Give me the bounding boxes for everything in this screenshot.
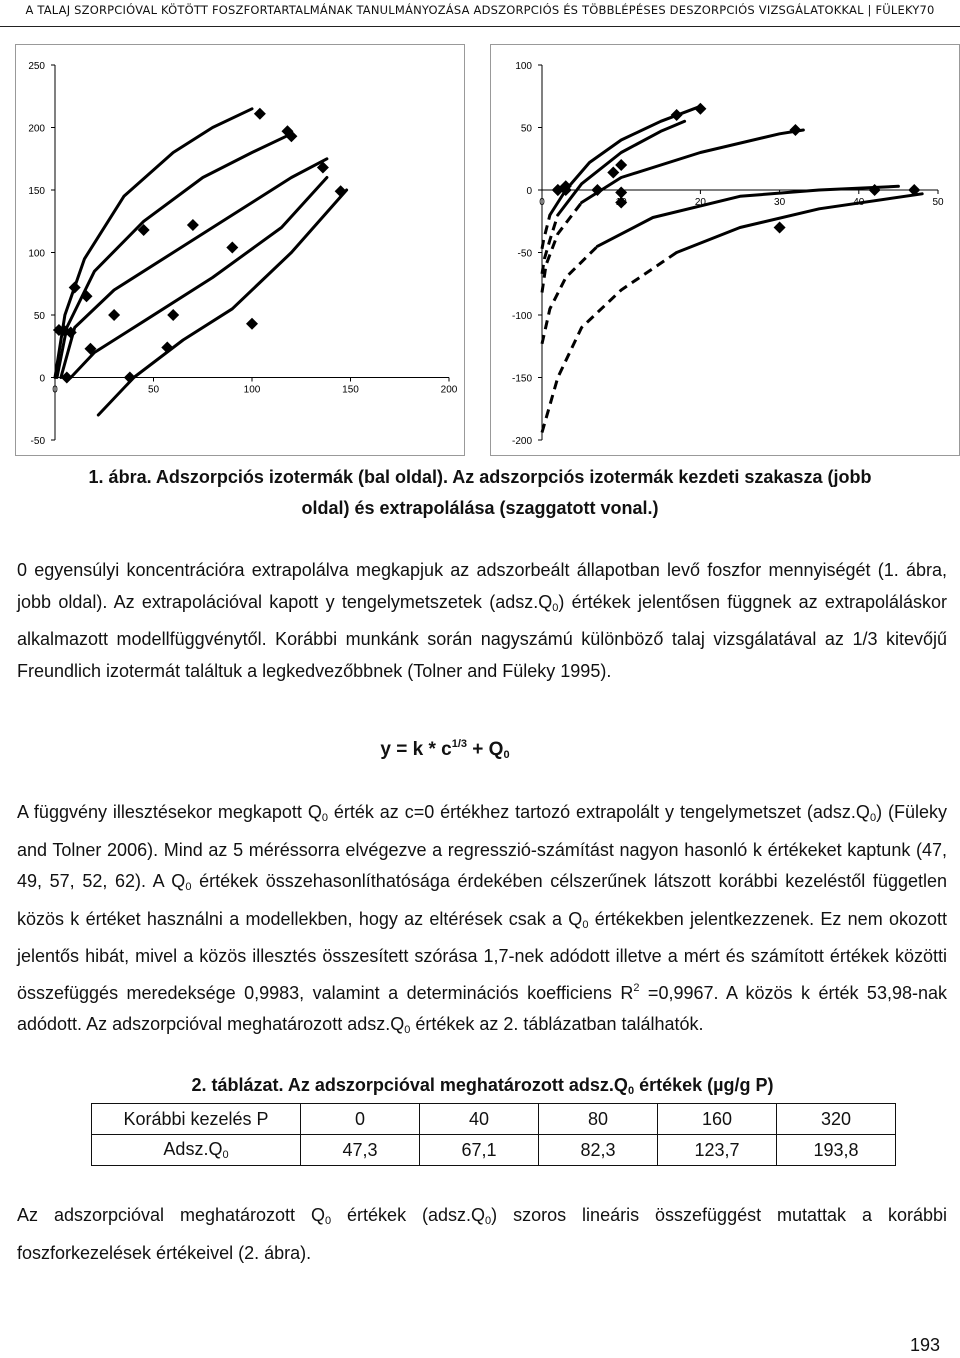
table-row-label: $Adsz.Q_0$ <box>92 1135 301 1166</box>
caption-line-2: oldal) és extrapolálása (szaggatott vonal.) <box>301 498 659 518</box>
left-isotherm-chart <box>15 44 465 456</box>
series-line <box>597 186 898 246</box>
table-row <box>92 1104 896 1135</box>
series-line <box>582 130 804 203</box>
x-tick-label: 30 <box>774 197 786 208</box>
data-point <box>69 282 81 294</box>
data-point <box>124 372 136 384</box>
table-row-label: Korábbi kezelés P <box>92 1104 301 1135</box>
series-line <box>71 178 327 378</box>
y-tick-label: 100 <box>515 61 532 72</box>
y-tick-label: 200 <box>28 123 45 135</box>
chart-frame <box>16 45 465 456</box>
series-extrapolation-line <box>542 246 597 343</box>
table-cell: 193,8 <box>777 1135 896 1166</box>
freundlich-equation: $y = k * c^{1/3} + Q_0$ <box>380 738 510 761</box>
data-point <box>254 108 266 120</box>
x-tick-label: 0 <box>539 197 545 208</box>
series-extrapolation-line <box>542 253 677 433</box>
caption-line-1: 1. ábra. Adszorpciós izotermák (bal oldal). Az adszorpciós izotermák kezdeti szakasza (jobb <box>88 467 872 487</box>
table-cell: 40 <box>420 1104 539 1135</box>
series-line <box>61 159 327 378</box>
series-line <box>98 190 346 415</box>
running-header: A TALAJ SZORPCIÓVAL KÖTÖTT FOSZFORTARTALMÁNAK TANULMÁNYOZÁSA ADSZORPCIÓS ÉS TÖBBLÉPÉSES DESZORPCIÓS VIZSGÁLATOKKAL | FÜLEKY70 <box>0 0 960 27</box>
series-extrapolation-line <box>542 215 558 274</box>
y-tick-label: 250 <box>28 61 45 72</box>
figure-caption <box>40 462 920 524</box>
data-point <box>81 290 93 302</box>
x-tick-label: 0 <box>52 384 58 396</box>
paragraph-1: 0 egyensúlyi koncentrációra extrapolálva megkapjuk az adszorbeált állapotban levő foszfor mennyiségét (1. ábra, jobb oldal). Az extrapolációval kapott y tengelymetszetek $(adsz.Q_0)$ értékek jelentősen függnek az extrapoláláskor alkalmazott modellfüggvénytől. Korábbi munkánk során nagyszámú különböző talaj vizsgálatával az 1/3 kitevőjű Freundlich izotermát találtuk a legkedvezőbbnek (Tolner and Füleky 1995). <box>17 560 947 681</box>
y-tick-label: 50 <box>520 123 532 135</box>
x-tick-label: 50 <box>147 384 160 396</box>
table-cell: 67,1 <box>420 1135 539 1166</box>
series-line <box>55 109 252 378</box>
data-point <box>167 309 179 321</box>
data-point <box>335 185 347 197</box>
y-tick-label: -50 <box>517 248 532 260</box>
right-isotherm-chart <box>490 44 960 456</box>
x-tick-label: 200 <box>440 384 458 396</box>
data-point <box>226 242 238 254</box>
y-tick-label: -50 <box>30 436 45 447</box>
table-cell: 160 <box>658 1104 777 1135</box>
y-tick-label: -100 <box>511 311 532 322</box>
data-point <box>694 103 706 115</box>
data-point <box>108 309 120 321</box>
y-tick-label: -150 <box>511 373 532 385</box>
data-point <box>246 318 258 330</box>
y-tick-label: 0 <box>39 373 45 385</box>
data-point <box>789 124 801 136</box>
y-tick-label: 0 <box>526 186 532 197</box>
q0-table <box>91 1103 896 1166</box>
table-cell: 0 <box>301 1104 420 1135</box>
data-point <box>607 167 619 179</box>
y-tick-label: 100 <box>28 248 45 260</box>
paragraph-2: A függvény illesztésekor megkapott $Q_0$ érték az c=0 értékhez tartozó extrapolált y tengelymetszet $(adsz.Q_0)$ (Füleky and Tolner 2006). Mind az 5 méréssorra elvégezve a regresszió-számítást nagyon hasonló k értékeket kaptunk (47, 49, 57, 52, 62). A $Q_0$ értékek összehasonlíthatósága érdekében célszerűnek látszott korábbi kezeléstől független közös k értéket használni a modellekben, hogy az eltérések csak a $Q_0$ értékekben jelentkezzenek. Ez nem okozott jelentős hibát, mivel a közös illesztés összesített szórása 1,7-nek adódott illetve a mért és számított értékek közötti összefüggés meredeksége 0,9983, valamint a determinációs koefficiens $R^2 =0,9967$. A közös k érték 53,98-nak adódott. Az adszorpcióval meghatározott $adsz.Q_0$ értékek az 2. táblázatban találhatók. <box>17 802 948 1036</box>
x-tick-label: 50 <box>932 197 944 208</box>
chart-frame <box>491 45 960 456</box>
data-point <box>774 222 786 234</box>
x-tick-label: 40 <box>853 197 865 208</box>
x-tick-label: 150 <box>342 384 359 396</box>
table-cell: 320 <box>777 1104 896 1135</box>
paragraph-3: Az adszorpcióval meghatározott $Q_0$ értékek $(adsz.Q_0)$ szoros lineáris összefüggést mutattak a korábbi foszforkezelések értékeivel (2. ábra). <box>17 1205 947 1263</box>
data-point <box>615 159 627 171</box>
y-tick-label: -200 <box>511 436 532 447</box>
x-tick-label: 20 <box>694 197 706 208</box>
table-caption: 2. táblázat. Az adszorpcióval meghatározott $adsz.Q_0$ értékek (µg/g P) <box>191 1075 774 1097</box>
table-cell: 123,7 <box>658 1135 777 1166</box>
table-row <box>92 1135 896 1166</box>
series-line <box>57 134 291 378</box>
data-point <box>161 342 173 354</box>
x-tick-label: 100 <box>243 384 261 396</box>
figure-1 <box>15 44 960 456</box>
page-number: 193 <box>910 1335 941 1355</box>
table-cell: 47,3 <box>301 1135 420 1166</box>
y-tick-label: 150 <box>28 186 45 197</box>
data-point <box>671 109 683 121</box>
y-tick-label: 50 <box>33 311 45 322</box>
table-cell: 82,3 <box>539 1135 658 1166</box>
data-point <box>187 219 199 231</box>
table-cell: 80 <box>539 1104 658 1135</box>
series-extrapolation-line <box>542 203 582 293</box>
